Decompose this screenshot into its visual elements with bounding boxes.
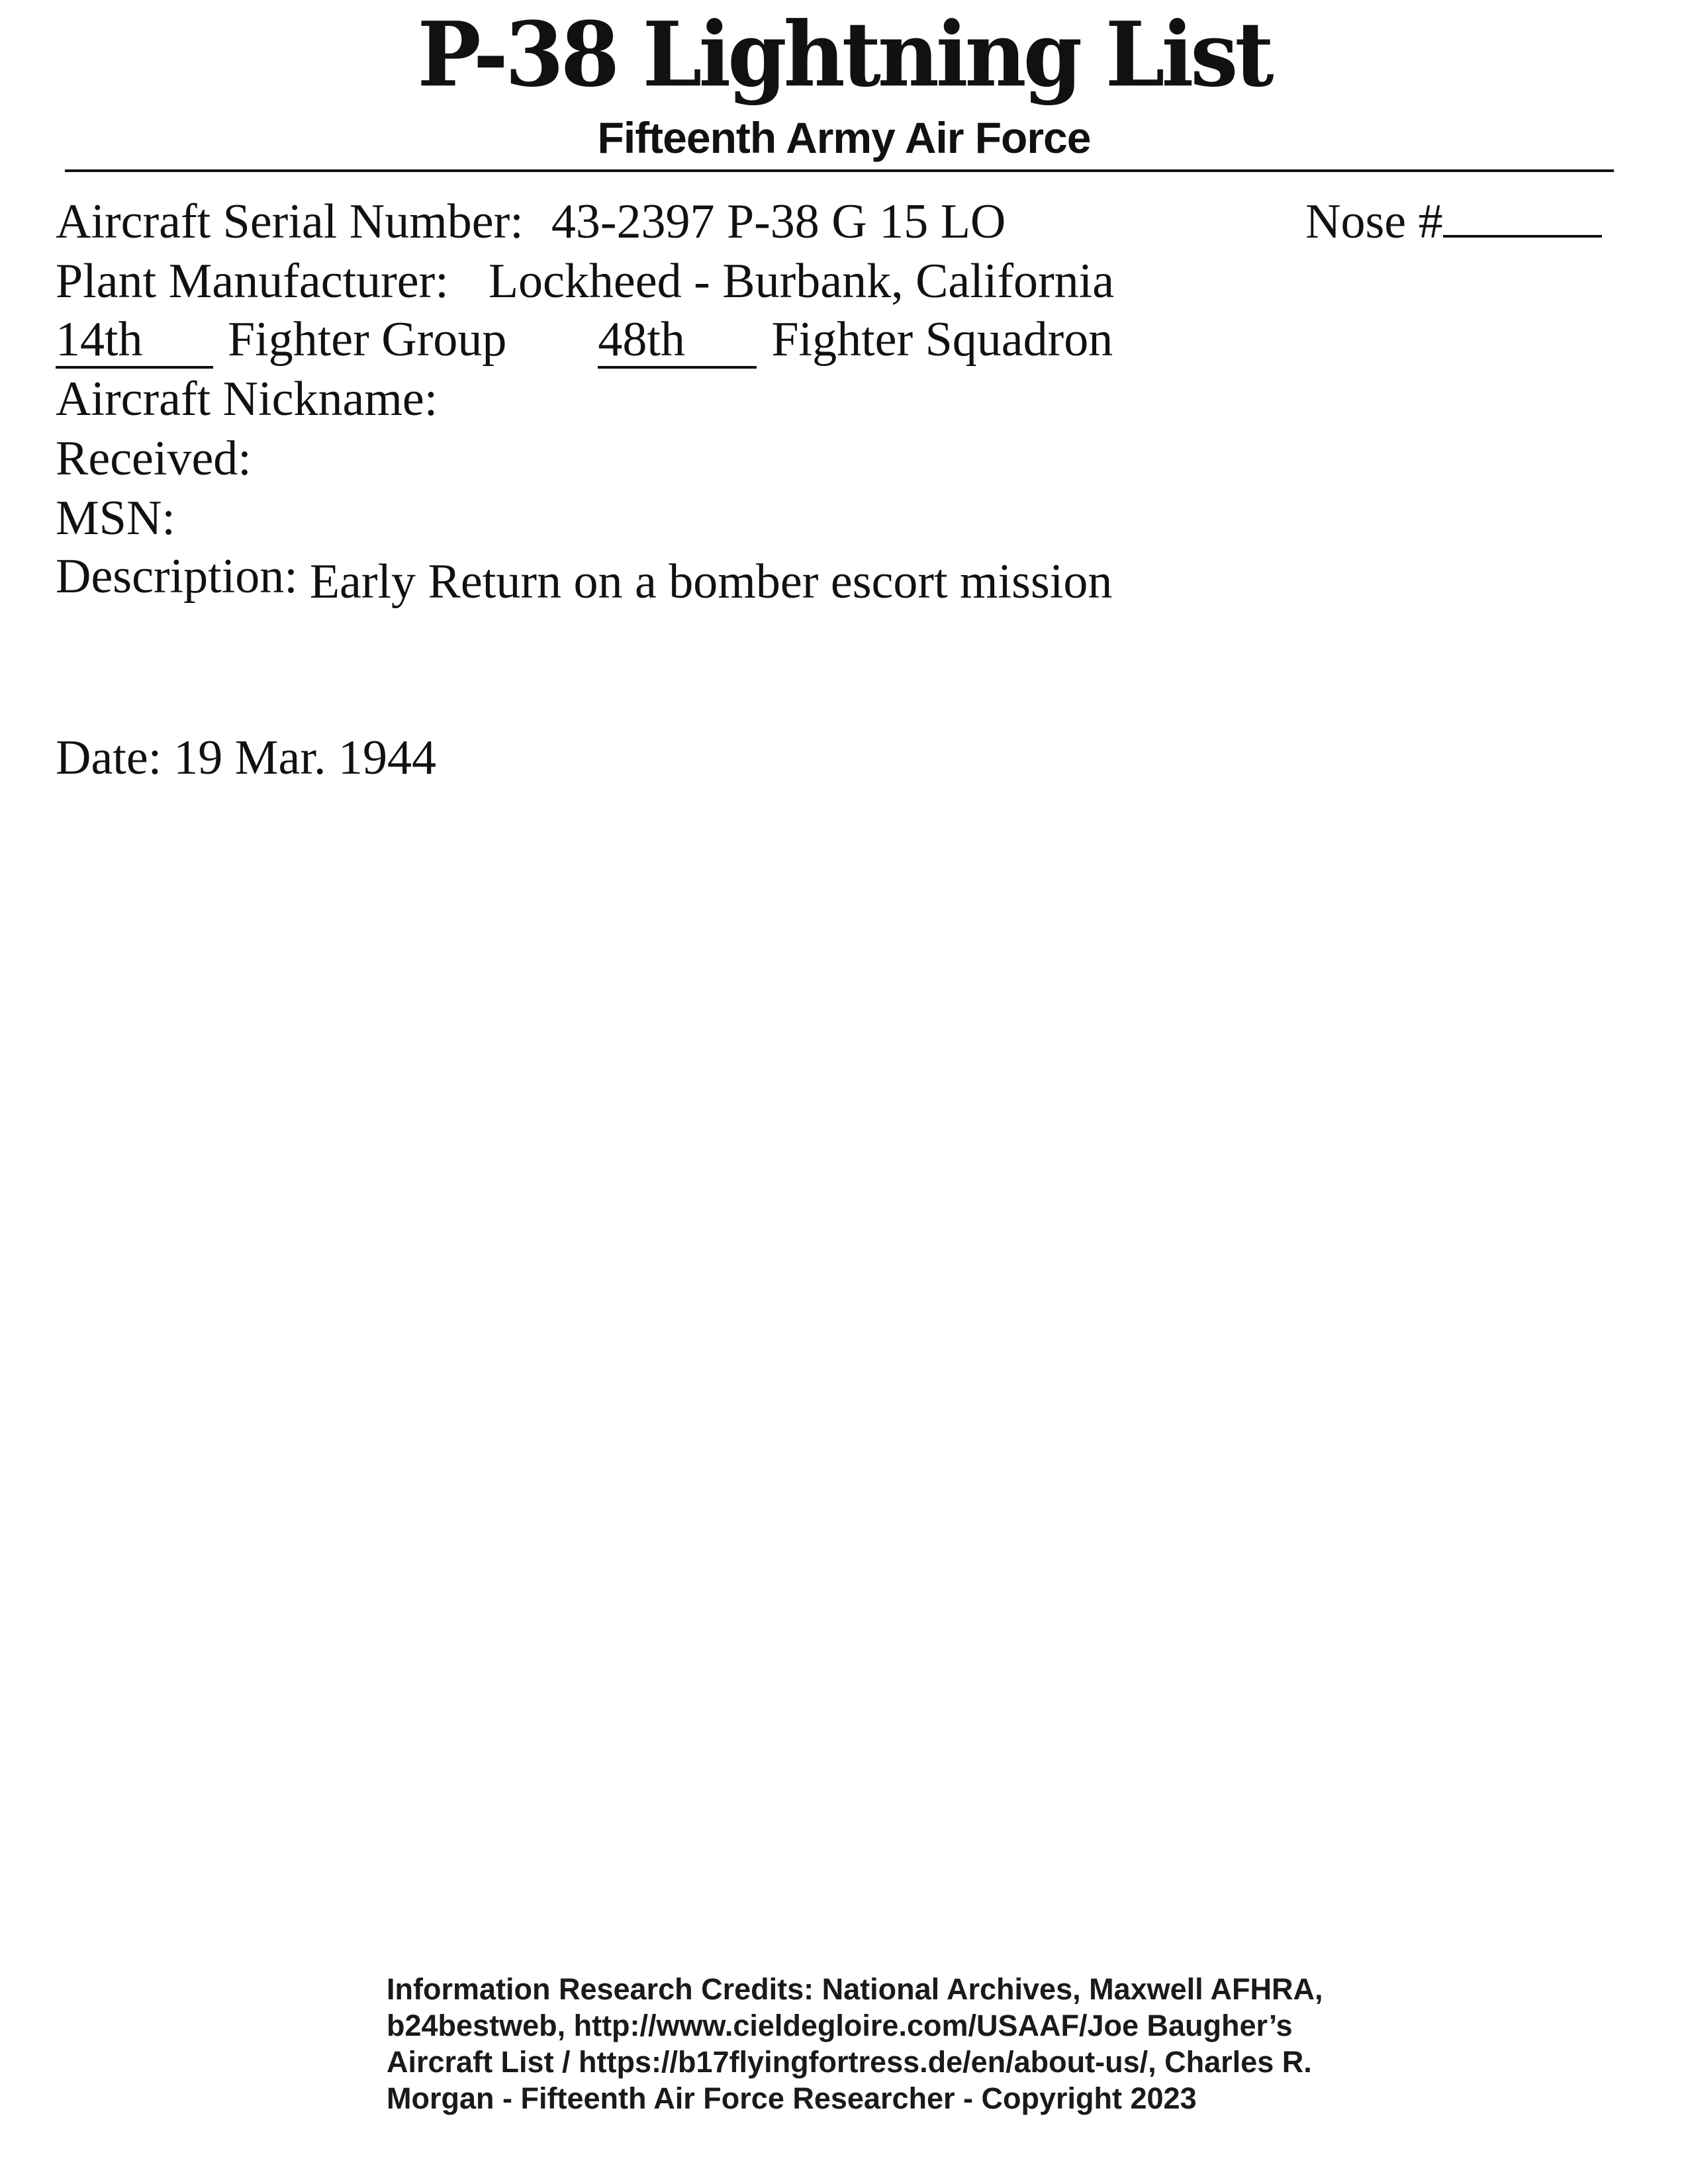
manufacturer-value: Lockheed - Burbank, California — [488, 254, 1115, 308]
received-row — [56, 429, 271, 488]
received-label: Received: — [56, 432, 252, 486]
credits-line: Morgan - Fifteenth Air Force Researcher - Copyright 2023 — [387, 2081, 1197, 2115]
credits-line: b24bestweb, http://www.cieldegloire.com/USAAF/Joe Baugher’s — [387, 2009, 1293, 2042]
serial-number-label: Aircraft Serial Number: — [56, 195, 524, 249]
group-squadron-row — [56, 310, 1113, 369]
page-subtitle: Fifteenth Army Air Force — [597, 113, 1091, 162]
msn-label: MSN: — [56, 491, 175, 545]
nickname-label: Aircraft Nickname: — [56, 372, 438, 426]
serial-number-value: 43-2397 P-38 G 15 LO — [551, 195, 1006, 249]
description-value: Early Return on a bomber escort mission — [309, 555, 1113, 609]
fighter-squadron-label: Fighter Squadron — [771, 312, 1113, 367]
manufacturer-row — [56, 251, 1114, 311]
nickname-row — [56, 369, 457, 429]
serial-number-row — [56, 192, 1006, 251]
header-divider — [65, 169, 1614, 172]
manufacturer-label: Plant Manufacturer: — [56, 254, 449, 308]
description-label: Description: — [56, 549, 298, 604]
description-row — [56, 547, 1113, 609]
date-value: 19 Mar. 1944 — [173, 731, 436, 785]
nose-number-blank — [1443, 195, 1602, 238]
credits-line: Aircraft List / https://b17flyingfortress.de/en/about-us/, Charles R. — [387, 2045, 1312, 2079]
date-row — [56, 728, 436, 788]
date-label: Date: — [56, 731, 162, 785]
page-title: P-38 Lightning List — [417, 3, 1271, 107]
fighter-squadron-value: 48th — [598, 313, 757, 369]
fighter-group-value: 14th — [56, 313, 213, 369]
research-credits — [387, 1971, 1380, 2116]
nose-number-label: Nose # — [1305, 195, 1443, 249]
fighter-group-label: Fighter Group — [228, 312, 507, 367]
credits-line: Information Research Credits: National Archives, Maxwell AFHRA, — [387, 1972, 1323, 2006]
nose-number-field — [1305, 192, 1602, 251]
msn-row — [56, 488, 195, 548]
